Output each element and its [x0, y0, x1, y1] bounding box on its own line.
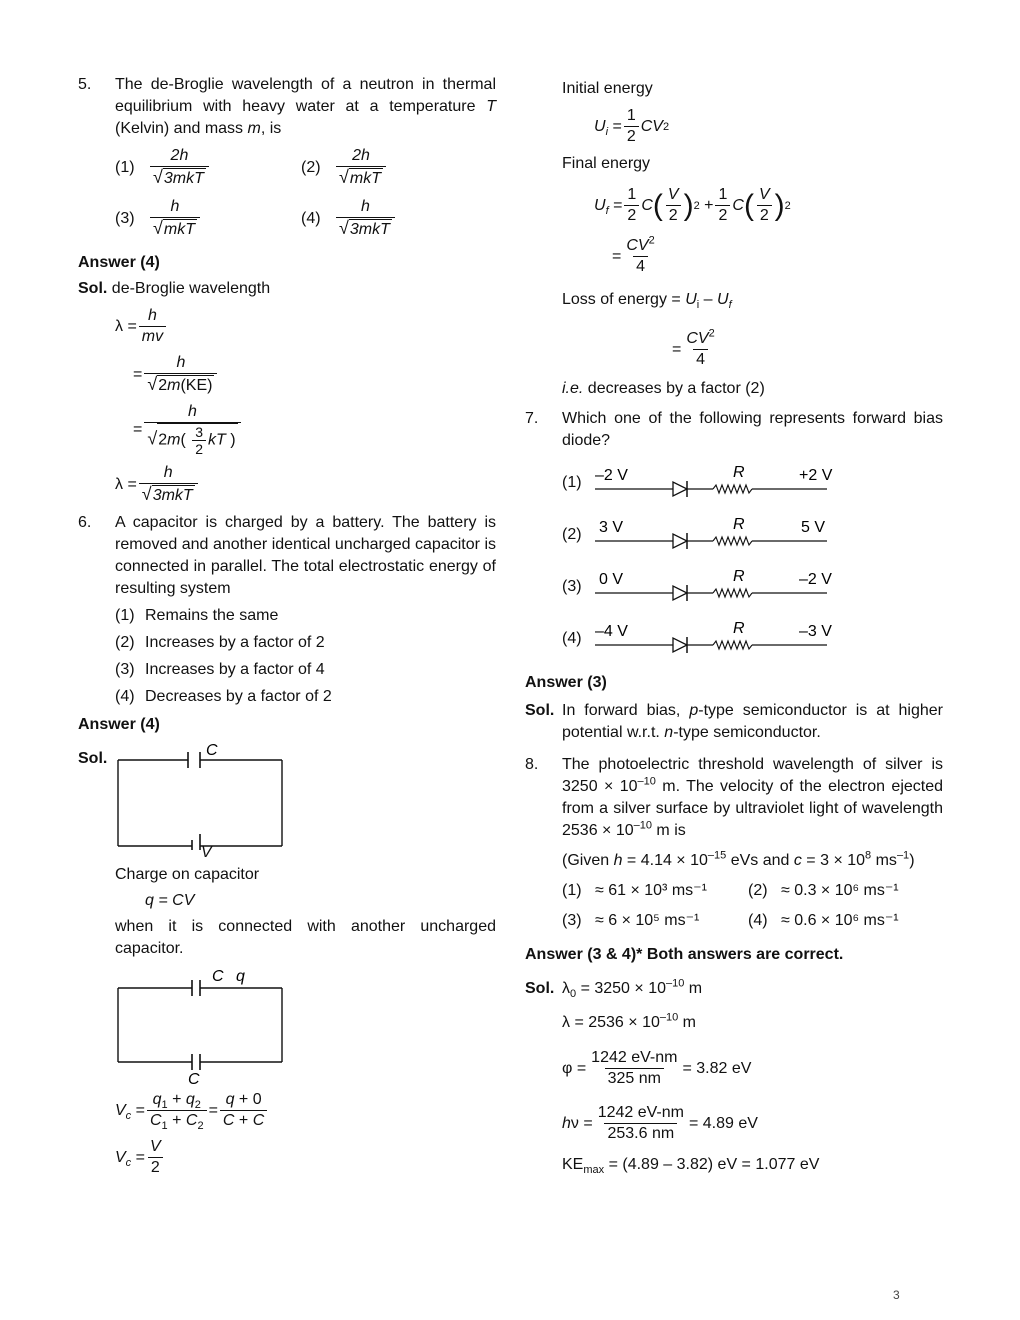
vc-derivation: $V_c$ = $\frac{q_1 + q_2}{C_1 + C_2}$ = $\frac{q + 0}{C + C}$ $V_c$ = $\frac{V}{2}$	[78, 1090, 496, 1178]
svg-text:C: C	[188, 1071, 200, 1084]
q5-options	[115, 146, 496, 248]
option[interactable]: (2) Increases by a factor of 2	[115, 634, 325, 651]
question-number: 6.	[78, 514, 92, 531]
question-text: The photoelectric threshold wavelength of silver is $3250 \times 10^{-10}$ m. The velocity of the electron ejected from a silver surface by ultraviolet light of wavelength $2536 \times 10^{-10}$ m is	[562, 756, 944, 839]
left-column: 5. The de-Broglie wavelength of a neutron in thermal equilibrium with heavy water at a temperature T (Kelvin) and mass m, is (1) $\frac{2h}{\text{√3mkT}}$ (2) $\frac{2h}{\text{√mkT}}$ (3) $\frac{h}{\text{√mkT}}$ (4) $\frac{h}{\text{√3mkT}}$ Answer (4) Sol. de-Broglie wavelength λ = $\frac{h}{mv}$ = $\frac{h}{√2m(KE)}$ = h √2m( $\frac{3}{2}$ kT ) λ = $\frac{h}{\text{√3mkT}}$ 6. A capacitor is charged by a battery. The battery is removed and another identical uncharged capacitor is connected in parallel. The total electrostatic energy of resulting system (1) Remains the same (2) Increases by a factor of 2 (3) Increases by a factor of 4 (4) Decreases by a factor of 2 Answer (4) Sol. C V Charge on capacitor q = CV when it is connected with another uncharged capacitor. C q C $V_c$ = $\frac{q_1 + q_2}{C_1 + C_2}$ = $\frac{q + 0}{C + C}$ $V_c$ = $\frac{V}{2}$	[78, 76, 496, 1176]
connected-text: when it is connected with another uncharged capacitor.	[115, 918, 496, 957]
q6-options	[78, 605, 496, 708]
conclusion: decreases by a factor (2)	[587, 380, 765, 397]
sol-label: Sol.	[78, 280, 108, 297]
svg-text:C: C	[206, 742, 218, 759]
ie: i.e.	[562, 380, 584, 397]
q5-derivation: λ = $\frac{h}{mv}$ = $\frac{h}{√2m(KE)}$ = h √2m( $\frac{3}{2}$ kT ) λ = $\frac{h}{\text{√3mkT}}$	[78, 306, 496, 506]
diode-circuit-icon	[595, 619, 835, 659]
answer: Answer (4)	[78, 254, 160, 271]
right-column: Initial energy $U_i$ = $\frac{1}{2}$ CV 2 Final energy $U_f$ = $\frac{1}{2}$ C ( $\frac{V}{2}$ ) 2 + $\frac{1}{2}$ C ( $\frac{V}{2}$ ) 2 = $\frac{CV^2}{4}$ Loss of energy = $U_i - U_f$ = $\frac{CV^2}{4}$ i.e. decreases by a factor (2) 7. Which one of the following represents forward bias diode? (1) –2 V R +2 V (2) 3 V R 5 V (3) 0 V R –2 V (4) –4 V R –3 V Answer (3) Sol. In forward bias, p-type semiconductor is at higher potential w.r.t. n-type semiconductor. 8. The photoelectric threshold wavelength of silver is $3250 \times 10^{-10}$ m. The velocity of the electron ejected from a silver surface by ultraviolet light of wavelength $2536 \times 10^{-10}$ m is (Given $h = 4.14 \times 10^{-15}$ eVs and $c = 3 \times 10^8$ $ms^{-1}$) (1) ≈ 61 × 10³ ms⁻¹ (2) ≈ 0.3 × 10⁶ ms⁻¹ (3) ≈ 6 × 10⁵ ms⁻¹ (4) ≈ 0.6 × 10⁶ ms⁻¹ Answer (3 & 4)* Both answers are correct. Sol. $\lambda_0 = 3250 \times 10^{-10}$ m $\lambda = 2536 \times 10^{-10}$ m φ = $\frac{1242 eV-nm}{325 nm}$ = 3.82 eV h ν = $\frac{1242 eV-nm}{253.6 nm}$ = 4.89 eV $KE_{max} = (4.89 - 3.82)$ eV = 1.077 eV	[525, 80, 944, 1177]
charge-eq: q = CV	[145, 892, 195, 909]
q8-options	[562, 880, 943, 940]
option[interactable]: (3) $\frac{h}{\text{√mkT}}$	[115, 197, 301, 240]
option[interactable]: (4) $\frac{h}{\text{√3mkT}}$	[301, 197, 487, 240]
sol-text: In forward bias, p-type semiconductor is at higher potential w.r.t. n-type semiconductor.	[562, 702, 943, 741]
svg-text:R: R	[733, 568, 745, 585]
capacitor-circuit-diagram	[116, 740, 316, 850]
svg-text:3 V: 3 V	[599, 519, 624, 536]
svg-text:C: C	[212, 968, 224, 985]
svg-text:–3 V: –3 V	[799, 623, 832, 640]
svg-text:–4 V: –4 V	[595, 623, 628, 640]
circuit-1	[78, 740, 496, 850]
question-6	[78, 512, 496, 600]
option[interactable]: (3) ≈ 6 × 10⁵ ms⁻¹	[562, 912, 700, 929]
q8-derivation: $\lambda = 2536 \times 10^{-10}$ m φ = $\frac{1242 eV-nm}{325 nm}$ = 3.82 eV h ν = $\frac{1242 eV-nm}{253.6 nm}$ = 4.89 eV $KE_{max} = (4.89 - 3.82)$ eV = 1.077 eV	[562, 1011, 820, 1177]
svg-text:0 V: 0 V	[599, 571, 624, 588]
sol-label: Sol.	[525, 702, 555, 719]
question-5	[78, 74, 496, 140]
sol-label: Sol.	[78, 750, 108, 767]
question-number: 5.	[78, 76, 92, 93]
svg-text:R: R	[733, 620, 745, 637]
option[interactable]: (1) Remains the same	[115, 607, 279, 624]
circuit-2	[78, 966, 496, 1084]
given: (Given $h = 4.14 \times 10^{-15}$ eVs and $c = 3 \times 10^8$ $ms^{-1}$)	[562, 849, 915, 869]
answer: Answer (3 & 4)* Both answers are correct.	[525, 946, 844, 963]
option[interactable]: (4) ≈ 0.6 × 10⁶ ms⁻¹	[748, 912, 899, 929]
question-text: The de-Broglie wavelength of a neutron in thermal equilibrium with heavy water at a temperature T (Kelvin) and mass m, is	[115, 76, 496, 137]
option[interactable]: (1) $\frac{2h}{\text{√3mkT}}$	[115, 146, 301, 189]
svg-text:R: R	[733, 464, 745, 481]
option[interactable]: (1) ≈ 61 × 10³ ms⁻¹	[562, 882, 707, 899]
question-number: 8.	[525, 756, 539, 773]
answer: Answer (4)	[78, 716, 160, 733]
svg-text:–2 V: –2 V	[595, 467, 628, 484]
option[interactable]: (3) Increases by a factor of 4	[115, 661, 325, 678]
svg-text:5 V: 5 V	[801, 519, 826, 536]
option[interactable]: (3) 0 V R –2 V	[562, 564, 943, 610]
svg-text:+2 V: +2 V	[799, 467, 833, 484]
q7-options	[525, 460, 943, 662]
page-number: 3	[893, 1288, 900, 1302]
option[interactable]: (2) $\frac{2h}{\text{√mkT}}$	[301, 146, 487, 189]
sol-label: Sol.	[525, 980, 555, 997]
question-number: 7.	[525, 410, 539, 427]
diode-circuit-icon	[595, 567, 835, 607]
answer: Answer (3)	[525, 674, 607, 691]
option[interactable]: (4) Decreases by a factor of 2	[115, 688, 332, 705]
question-8	[525, 754, 943, 842]
option[interactable]: (4) –4 V R –3 V	[562, 616, 943, 662]
svg-text:R: R	[733, 516, 745, 533]
diode-circuit-icon	[595, 515, 835, 555]
svg-text:–2 V: –2 V	[799, 571, 832, 588]
diode-circuit-icon	[595, 463, 835, 503]
question-text: A capacitor is charged by a battery. The battery is removed and another identical uncharged capacitor is connected in parallel. The total electrostatic energy of resulting system	[115, 514, 496, 597]
question-text: Which one of the following represents forward bias diode?	[562, 410, 943, 449]
question-7	[525, 408, 943, 452]
option[interactable]: (2) 3 V R 5 V	[562, 512, 943, 558]
option[interactable]: (1) –2 V R +2 V	[562, 460, 943, 506]
q6-energy: Initial energy $U_i$ = $\frac{1}{2}$ CV 2 Final energy $U_f$ = $\frac{1}{2}$ C ( $\frac{V}{2}$ ) 2 + $\frac{1}{2}$ C ( $\frac{V}{2}$ ) 2 = $\frac{CV^2}{4}$ Loss of energy = $U_i - U_f$ = $\frac{CV^2}{4}$ i.e. decreases by a factor (2)	[525, 78, 943, 400]
charge-text: Charge on capacitor	[115, 866, 260, 883]
loss-text: Loss of energy =	[562, 291, 686, 308]
sol-intro: de-Broglie wavelength	[111, 280, 271, 297]
initial-energy: Initial energy	[562, 80, 653, 97]
option[interactable]: (2) ≈ 0.3 × 10⁶ ms⁻¹	[748, 882, 899, 899]
parallel-capacitor-circuit-diagram	[116, 966, 316, 1084]
svg-text:q: q	[236, 968, 245, 985]
final-energy: Final energy	[562, 155, 651, 172]
